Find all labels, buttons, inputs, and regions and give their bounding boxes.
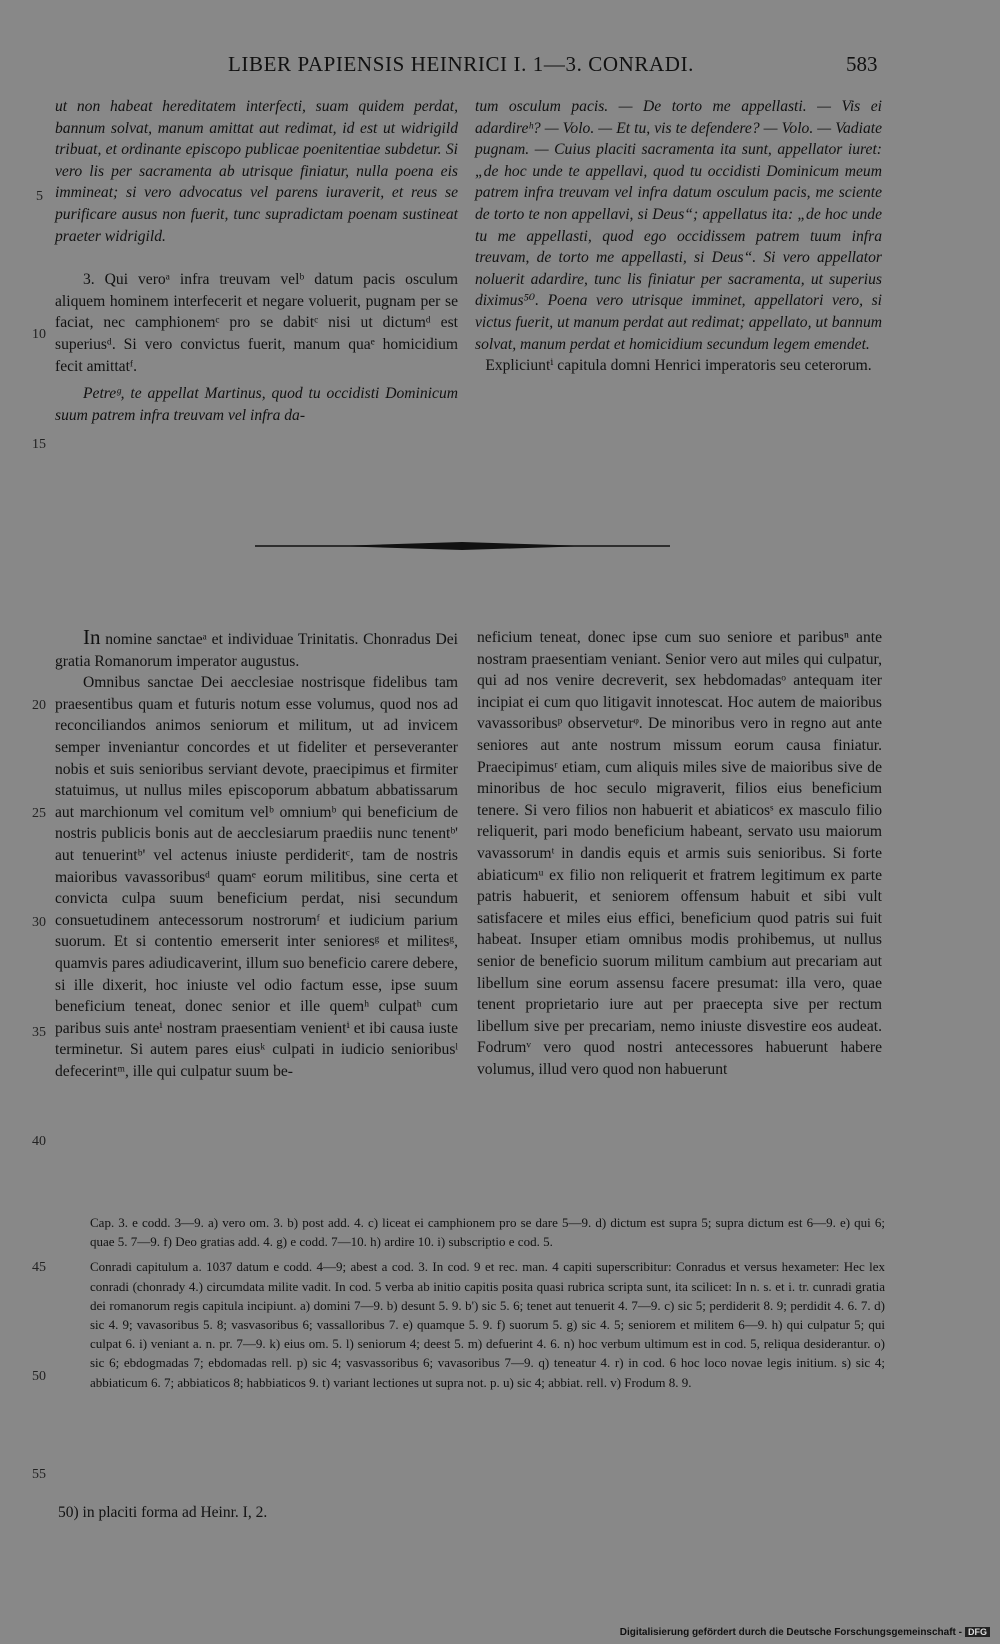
credit-text: Digitalisierung gefördert durch die Deutsche Forschungsgemeinschaft - xyxy=(619,1627,962,1638)
line-number: 45 xyxy=(32,1260,46,1275)
dfg-logo: DFG xyxy=(965,1627,990,1637)
paragraph: neficium teneat, donec ipse cum suo seniore et paribusⁿ ante nostram praesentiam veniant. Senior vero aut miles qui culpatur, qui ad nos venire decreverit, sex hebdomadasᵒ antequam iter incipiat ei cum quo litigavit innotescat. Hoc autem de maioribus vavassoribusᵖ observeturᵠ. De minoribus vero in regno aut ante seniores aut ante nostrum missum eorum causa finiatur. Praecipimusʳ etiam, cum aliquis miles sive de maioribus sive de minoribus de hoc seculo migraverit, filios eius beneficium tenere. Si vero filios non habuerit et abiaticosˢ ex masculo filio reliquerit, pari modo beneficium habeant, servato usu maiorum vavassorumᵗ in dandis equis et armis suis senioribus. Si forte abiaticumᵘ ex filio non reliquerit et fratrem legitimum ex parte patris habuerit, et seniorem offensum habuit et sibi vult satisfacere et miles eius effici, beneficium quod patris sui fuit habeat. Insuper etiam omnibus modis prohibemus, ut nullus senior de beneficio suorum militum cambium aut precariam aut libellum sine eorum assensu facere presumat: illa vero, quae tenent proprietario iure aut per praecepta sive per rectum libellum sive per precariam, nemo iniuste disvestire eos audeat. Fodrumᵛ vero quod nostri antecessores habuerunt habere volumus, illud vero quod non habuerunt xyxy=(477,629,882,1078)
page-number: 583 xyxy=(846,52,878,76)
chapter-3-paragraph: 3. Qui veroᵃ infra treuvam velᵇ datum pacis osculum aliquem hominem interfecerit et negare voluerit, pugnam per se faciat, nec camphionemᶜ pro se dabitᶜ nisi ut dictumᵈ est superiusᵈ. Si vero convictus fuerit, manum quaᵉ homicidium fecit amittatᶠ. xyxy=(55,271,458,375)
invocation-paragraph xyxy=(55,627,458,672)
line-number: 25 xyxy=(32,806,46,821)
critical-apparatus xyxy=(90,1213,885,1398)
lower-right-column xyxy=(477,627,882,1080)
line-number: 10 xyxy=(32,327,46,342)
initial-letters: In xyxy=(83,625,101,649)
line-number: 50 xyxy=(32,1369,46,1384)
invocation-text: nomine sanctaeᵃ et individuae Trinitatis. Chonradus Dei gratia Romanorum imperator augustus. xyxy=(55,631,458,670)
line-number: 5 xyxy=(36,189,43,204)
header-title: LIBER PAPIENSIS HEINRICI I. 1—3. CONRADI. xyxy=(228,52,695,76)
paragraph: tum osculum pacis. — De torto me appellasti. — Vis ei adardireʰ? — Volo. — Et tu, vis te defendere? — Volo. — Vadiate pugnam. — Cuius placiti sacramenta ita sunt, appellator iuret: „de hoc unde te appellavi, quod tu occidisti Dominicum meum patrem infra treuvam vel infra datum osculum pacis, me sciente de torto te non appellavi, si Deus“; appellatus ita: „de hoc unde tu me appellasti, quod ego occidissem patrem tuum infra treuvam, de torto me appellasti, si Deus“. Si vero appellator noluerit adardire, tunc lis finiatur per sacramenta, ut superius diximus⁵⁰. Poena vero utrisque imminet, appellatori vero, si victus fuerit, ut manum perdat aut redimat; appellato, ut bannum solvat, manum perdat et homicidium secundum legem emendet. xyxy=(475,98,882,353)
paragraph: Petreᵍ, te appellat Martinus, quod tu occidisti Dominicum suum patrem infra treuvam vel infra da- xyxy=(55,385,458,424)
line-number: 15 xyxy=(32,437,46,452)
section-divider xyxy=(255,539,670,553)
lower-left-column xyxy=(55,627,458,1082)
running-header xyxy=(0,52,1000,82)
upper-right-column xyxy=(475,96,882,377)
line-number: 35 xyxy=(32,1025,46,1040)
explicit-line: Expliciuntⁱ capitula domni Henrici imperatoris seu ceterorum. xyxy=(485,357,872,375)
apparatus-block: Cap. 3. e codd. 3—9. a) vero om. 3. b) post add. 4. c) liceat ei camphionem pro se dare 5—9. d) dictum est supra 5; supra dictum est 6—9. e) qui 6; quae 5. 7—9. f) Deo gratias add. 4. g) e codd. 7—10. h) ardire 10. i) subscriptio e cod. 5. xyxy=(90,1215,885,1250)
footnote: 50) in placiti forma ad Heinr. I, 2. xyxy=(58,1504,268,1521)
line-number: 30 xyxy=(32,915,46,930)
paragraph: Omnibus sanctae Dei aecclesiae nostrisque fidelibus tam praesentibus quam et futuris notum esse volumus, quod nos ad reconciliandos animos seniorum et militum, ut ad invicem semper inveniantur concordes et ut fideliter et perseveranter nobis et suis senioribus serviant devote, praecipimus et firmiter statuimus, ut nullus miles episcoporum abbatum abbatissarum aut marchionum vel comitum velᵇ omniumᵇ qui beneficium de nostris publicis bonis aut de aecclesiarum praediis nunc tenentᵇ' aut tenuerintᵇ' vel actenus iniuste perdideritᶜ, tam de nostris maioribus vavassoribusᵈ quamᵉ eorum militibus, sine certa et convicta culpa suum beneficium perdat, nisi secundum consuetudinem antecessorum nostrorumᶠ et iudicium parium suorum. Et si contentio emerserit inter senioresᵍ et militesᵍ, quamvis pares adiudicaverint, illum suo beneficio carere debere, si ille dixerit, hoc iniuste vel odio factum esse, ipse suum beneficium teneat, donec senior et ille quemʰ culpatʰ cum paribus suis anteⁱ nostram praesentiam venientⁱ et ibi causa iuste terminetur. Si autem pares eiusᵏ culpati in iudicio senioribusˡ defecerintᵐ, ille qui culpatur suum be- xyxy=(55,674,458,1080)
line-number: 55 xyxy=(32,1467,46,1482)
line-number: 20 xyxy=(32,698,46,713)
apparatus-block: Conradi capitulum a. 1037 datum e codd. 4—9; abest a cod. 3. In cod. 9 et rec. man. 4 capiti superscribitur: Conradus et versus hexameter: Hec lex conradi (chonrady 4.) circumdata milite vadit. In cod. 5 verba ab initio capitis posita quasi rubrica scripta sunt, ita scilicet: In n. s. et i. tr. cunradi gratia dei romanorum regis capitula incipiunt. a) domini 7—9. b) desunt 5. 9. b') sic 5. 6; tenet aut tenuerit 4. 7—9. c) sic 5; perdiderit 8. 9; perdidit 4. 6. 7. d) sic 4. 9; vavasoribus 5. 8; vasvasoribus 6; vassalloribus 7. e) quamque 5. 9. f) suorum 5. g) sic 4. 5; seniorem et militem 6—9. h) qui culpatur 5; qui culpat 6. i) veniant a. n. pr. 7—9. k) eius om. 5. l) seniorum 4; deest 5. m) defuerint 4. 6. n) hoc verbum ultimum est in cod. 5, reliqua desiderantur. o) sic 6; ebdogmadas 7; ebdomadas rell. p) sic 4; vasvassoribus 6; vavasoribus 7—9. q) teneatur 4. r) in cod. 6 hoc loco novae legis initium. s) sic 4; abbiaticum 6. 7; abbiaticos 8; habbiaticos 9. t) variant lectiones ut supra not. p. u) sic 4; abbiat. rell. v) Frodum 8. 9. xyxy=(90,1259,885,1390)
upper-left-column xyxy=(55,96,458,426)
paragraph: ut non habeat hereditatem interfecti, suam quidem perdat, bannum solvat, manum amittat aut redimat, id est ut widrigild tribuat, et ordinante episcopo publicae poenitentiae subdetur. Si vero lis per sacramenta ab utrisque finiatur, nulla poena eis immineat; si vero advocatus vel parens iuraverit, et reus se purificare ausus non fuerit, tunc supradictam poenam sustineat praeter widrigild. xyxy=(55,98,458,245)
line-number: 40 xyxy=(32,1134,46,1149)
digitization-credit xyxy=(620,1627,990,1638)
